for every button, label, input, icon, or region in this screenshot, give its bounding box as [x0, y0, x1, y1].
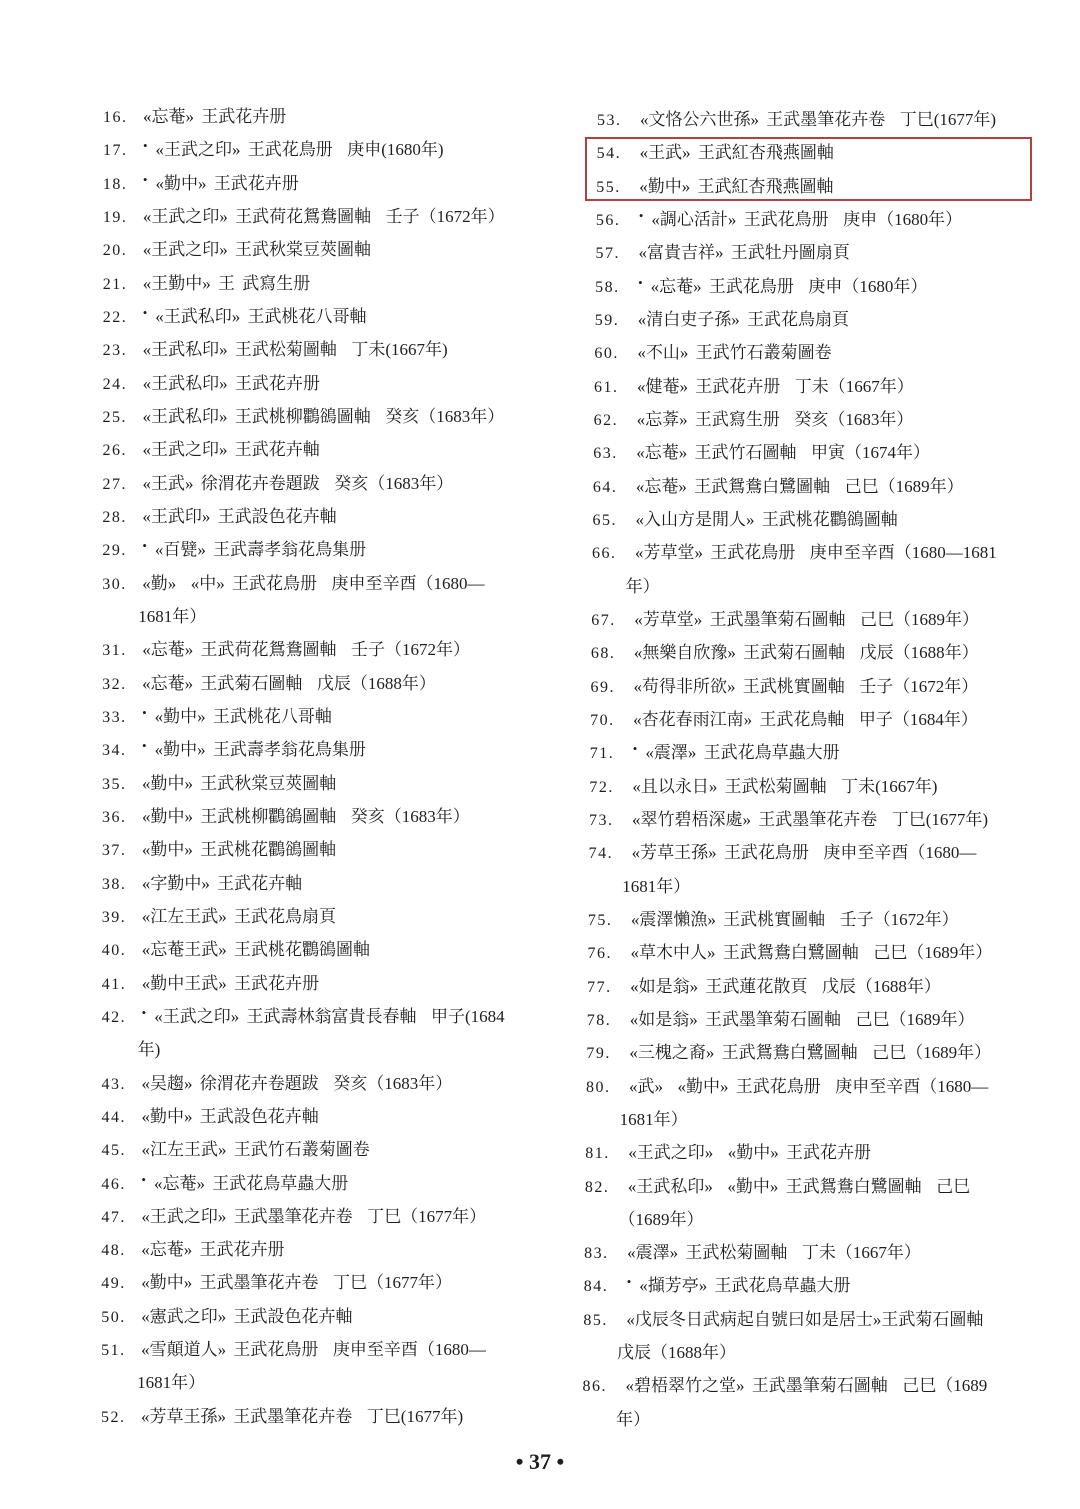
item-number: 22.	[102, 308, 128, 326]
item-number: 28.	[102, 508, 127, 526]
item-text-continuation: 年）	[625, 576, 660, 596]
item-number: 49.	[101, 1275, 126, 1293]
list-item	[597, 103, 1057, 136]
item-text: «勤» «中» 王武花鳥册 庚申至辛酉（1680—	[142, 573, 485, 593]
item-text: «王武之印» «勤中» 王武花卉册	[628, 1143, 871, 1163]
bullet-mark: •	[632, 741, 638, 757]
list-item	[592, 536, 1052, 569]
item-number: 63.	[593, 445, 618, 463]
list-item	[585, 1136, 1045, 1169]
item-text: «王武私印» 王武松菊圖軸 丁未(1667年)	[142, 340, 448, 360]
list-item	[589, 770, 1049, 803]
item-text: «武» «勤中» 王武花鳥册 庚申至辛酉（1680—	[628, 1076, 989, 1096]
list-item	[103, 367, 533, 400]
item-text: «忘菴» 王武花鳥草蟲大册	[153, 1173, 349, 1193]
list-item	[103, 333, 533, 366]
item-number: 84.	[583, 1278, 609, 1296]
item-number: 58.	[595, 278, 620, 296]
item-text: «清白吏子孫» 王武花鳥扇頁	[637, 309, 849, 329]
list-item	[102, 1000, 532, 1033]
bullet-mark: •	[142, 704, 147, 720]
item-number: 86.	[582, 1378, 608, 1396]
item-number: 83.	[584, 1245, 609, 1263]
item-number: 48.	[101, 1242, 126, 1260]
list-item	[590, 736, 1050, 769]
item-number: 31.	[102, 642, 127, 660]
list-item	[101, 1400, 531, 1433]
page-number: • 37 •	[515, 1449, 565, 1474]
item-text: «苟得非所欲» 王武桃實圖軸 壬子（1672年）	[633, 676, 979, 696]
item-text: «草木中人» 王武鴛鴦白鷺圖軸 己巳（1689年）	[630, 943, 993, 963]
item-text: «王武之印» 王武墨筆花卉卷 丁巳（1677年）	[141, 1206, 487, 1226]
item-number: 40.	[101, 942, 127, 960]
list-item	[591, 670, 1051, 703]
item-text: «忘菴» 王武花卉册	[141, 1240, 285, 1260]
item-number: 19.	[102, 208, 128, 226]
list-item	[102, 633, 532, 666]
bullet-mark: •	[142, 304, 148, 320]
list-item	[103, 267, 533, 300]
bullet-mark: •	[142, 138, 148, 154]
list-item	[583, 1303, 1043, 1336]
list-item	[586, 1036, 1046, 1069]
item-text: «翠竹碧梧深處» 王武墨筆花卉卷 丁巳(1677年)	[632, 809, 989, 829]
list-item	[591, 636, 1051, 669]
list-item	[102, 767, 532, 800]
item-text: «王勤中» 王 武寫生册	[142, 273, 311, 293]
item-text: «勤中» 王武壽孝翁花鳥集册	[154, 740, 366, 760]
item-number: 26.	[102, 442, 127, 460]
item-number: 17.	[102, 142, 128, 160]
item-text: «震澤懶漁» 王武桃實圖軸 壬子（1672年）	[630, 909, 959, 929]
item-number: 27.	[102, 475, 127, 493]
list-item	[103, 167, 533, 200]
list-item	[588, 936, 1048, 969]
list-item	[595, 303, 1055, 336]
right-column	[582, 103, 1057, 1436]
item-text: «三槐之裔» 王武鴛鴦白鷺圖軸 己巳（1689年）	[629, 1043, 992, 1063]
item-number: 60.	[594, 345, 619, 363]
list-item	[103, 233, 533, 266]
item-number: 47.	[101, 1208, 126, 1226]
item-text: «王武之印» 王武荷花鴛鴦圖軸 壬子（1672年）	[142, 206, 505, 226]
item-text: «勤中» 王武墨筆花卉卷 丁巳（1677年）	[141, 1273, 452, 1293]
item-text: «忘菴» 王武荷花鴛鴦圖軸 壬子（1672年）	[142, 640, 470, 660]
item-text: «健菴» 王武花卉册 丁未（1667年）	[636, 376, 914, 396]
item-text-continuation: 年）	[616, 1409, 651, 1429]
item-text-continuation: 1681年）	[138, 606, 207, 626]
item-text: «勤中» 王武紅杏飛燕圖軸	[639, 176, 834, 196]
list-item	[102, 933, 532, 966]
list-item	[596, 203, 1056, 236]
item-number: 65.	[592, 511, 617, 529]
item-text: «王武之印» 王武花鳥册 庚申(1680年)	[155, 140, 444, 160]
item-text: «忘菴» 王武鴛鴦白鷺圖軸 己巳（1689年）	[635, 476, 964, 496]
list-item	[593, 436, 1053, 469]
item-text: «江左王武» 王武花鳥扇頁	[141, 906, 337, 926]
item-number: 53.	[597, 112, 622, 129]
item-number: 72.	[589, 778, 614, 796]
item-text: «忘菴» 王武花鳥册 庚申（1680年）	[650, 276, 928, 296]
item-text: «震澤» 王武花鳥草蟲大册	[645, 743, 840, 763]
list-item	[590, 703, 1050, 736]
item-number: 68.	[590, 645, 616, 663]
item-number: 42.	[101, 1008, 127, 1026]
item-number: 80.	[585, 1078, 611, 1096]
list-item	[584, 1269, 1044, 1302]
list-item	[103, 100, 533, 133]
list-item	[102, 967, 532, 1000]
item-number: 66.	[592, 545, 617, 563]
list-item	[102, 700, 532, 733]
item-number: 23.	[102, 342, 128, 360]
item-number: 41.	[101, 975, 127, 993]
item-number: 35.	[102, 775, 127, 793]
list-item	[594, 370, 1054, 403]
list-item	[102, 567, 532, 600]
item-number: 76.	[587, 945, 612, 963]
list-item	[587, 1003, 1047, 1036]
item-number: 39.	[101, 908, 127, 926]
item-text: «且以永日» 王武松菊圖軸 丁未(1667年)	[632, 776, 938, 796]
item-number: 51.	[101, 1342, 126, 1360]
item-text-continuation: 1681年）	[619, 1109, 688, 1129]
list-item	[586, 1070, 1046, 1103]
item-number: 74.	[588, 845, 614, 863]
list-item	[589, 836, 1049, 869]
list-item	[102, 733, 532, 766]
left-column	[103, 100, 533, 1433]
item-text: «憲武之印» 王武設色花卉軸	[141, 1306, 353, 1326]
item-text: «忘葊» 王武寫生册 癸亥（1683年）	[636, 409, 914, 429]
list-item	[589, 803, 1049, 836]
list-item	[101, 1233, 531, 1266]
list-item	[588, 903, 1048, 936]
list-item	[103, 433, 533, 466]
item-text: «江左王武» 王武竹石叢菊圖卷	[141, 1140, 370, 1160]
list-item	[102, 533, 532, 566]
item-number: 25.	[102, 408, 128, 426]
list-item	[103, 200, 533, 233]
item-number: 16.	[103, 109, 128, 126]
item-number: 50.	[101, 1308, 126, 1326]
item-number: 77.	[587, 978, 612, 996]
item-text: «吴趨» 徐渭花卉卷題跋 癸亥（1683年）	[141, 1073, 453, 1093]
item-number: 30.	[102, 575, 127, 593]
list-item	[587, 970, 1047, 1003]
item-number: 38.	[101, 875, 127, 893]
item-text: «如是翁» 王武墨筆菊石圖軸 己巳（1689年）	[629, 1009, 975, 1029]
item-text: «王武» 徐渭花卉卷題跋 癸亥（1683年）	[142, 473, 454, 493]
list-item	[102, 900, 532, 933]
item-text: «忘菴» 王武竹石圖軸 甲寅（1674年）	[636, 443, 930, 463]
item-number: 20.	[102, 242, 128, 260]
item-text: «如是翁» 王武蓮花散頁 戊辰（1688年）	[630, 976, 941, 996]
item-number: 57.	[595, 245, 620, 263]
item-text: «字勤中» 王武花卉軸	[141, 873, 303, 893]
list-item	[103, 300, 533, 333]
item-number: 81.	[585, 1145, 610, 1163]
item-text: «杏花春雨江南» 王武花鳥軸 甲子（1684年）	[633, 709, 978, 729]
item-text-continuation: 戊辰（1688年）	[616, 1343, 736, 1363]
list-item	[101, 1167, 531, 1200]
item-number: 55.	[596, 178, 621, 196]
item-text: «王武私印» 王武桃柳鸜鵒圖軸 癸亥（1683年）	[142, 406, 505, 426]
item-number: 64.	[592, 478, 618, 496]
item-number: 21.	[102, 275, 128, 293]
list-item	[101, 1266, 531, 1299]
bullet-mark: •	[142, 738, 147, 754]
item-number: 44.	[101, 1108, 126, 1126]
item-text: «王武之印» 王武秋棠豆莢圖軸	[142, 240, 372, 260]
item-text: «勤中王武» 王武花卉册	[141, 973, 319, 993]
item-number: 78.	[586, 1011, 612, 1029]
list-item	[101, 1200, 531, 1233]
item-text: «芳草王孫» 王武墨筆花卉卷 丁巳(1677年)	[141, 1406, 464, 1426]
item-text: «王武私印» 王武花卉册	[142, 373, 320, 393]
list-item	[102, 800, 532, 833]
item-number: 32.	[102, 675, 127, 693]
item-number: 52.	[101, 1408, 126, 1426]
item-number: 36.	[101, 808, 127, 826]
item-text-continuation: 1681年）	[622, 876, 691, 896]
list-item	[102, 833, 532, 866]
list-item	[102, 1100, 532, 1133]
list-item	[102, 1067, 532, 1100]
list-item	[585, 1170, 1045, 1203]
list-item	[101, 1133, 531, 1166]
item-text: «文恪公六世孫» 王武墨筆花卉卷 丁巳(1677年)	[640, 110, 997, 129]
item-number: 62.	[593, 411, 619, 429]
item-text: «王武之印» 王武花卉軸	[142, 440, 320, 460]
list-item	[583, 1369, 1043, 1402]
item-text: «王武» 王武紅杏飛燕圖軸	[639, 143, 834, 163]
item-text: «勤中» 王武桃花鸜鵒圖軸	[141, 840, 337, 860]
item-text: «芳草堂» 王武墨筆菊石圖軸 己巳（1689年）	[634, 609, 980, 629]
item-number: 45.	[101, 1142, 126, 1160]
item-text-continuation: 1681年）	[137, 1373, 206, 1393]
list-item	[591, 603, 1051, 636]
list-item	[102, 867, 532, 900]
item-text: «入山方是閒人» 王武桃花鸜鵒圖軸	[635, 509, 898, 529]
item-number: 33.	[102, 708, 127, 726]
item-text: «勤中» 王武花卉册	[155, 173, 299, 193]
item-text-continuation: 年)	[137, 1040, 161, 1060]
bullet-mark: •	[638, 274, 643, 290]
item-number: 75.	[587, 911, 613, 929]
item-number: 18.	[102, 175, 128, 193]
item-number: 43.	[101, 1075, 127, 1093]
item-number: 70.	[590, 711, 615, 729]
item-text: «勤中» 王武設色花卉軸	[141, 1106, 319, 1126]
item-number: 69.	[590, 678, 616, 696]
item-text: «調心活計» 王武花鳥册 庚申（1680年）	[651, 209, 963, 229]
item-text: «勤中» 王武桃花八哥軸	[154, 706, 332, 726]
list-item	[594, 336, 1054, 369]
item-number: 56.	[595, 211, 621, 229]
list-item	[595, 270, 1055, 303]
bullet-mark: •	[626, 1274, 632, 1290]
item-number: 37.	[101, 842, 127, 860]
item-number: 67.	[591, 611, 616, 629]
item-text: «戊辰冬日武病起自號曰如是居士»王武菊石圖軸	[626, 1309, 984, 1329]
bullet-mark: •	[142, 171, 148, 187]
item-number: 34.	[102, 742, 127, 760]
list-item	[102, 667, 532, 700]
list-item	[102, 500, 532, 533]
list-item	[592, 503, 1052, 536]
item-text: «不山» 王武竹石叢菊圖卷	[637, 343, 832, 363]
list-item	[103, 400, 533, 433]
bullet-mark: •	[142, 538, 147, 554]
list-item	[584, 1236, 1044, 1269]
item-text: «勤中» 王武秋棠豆莢圖軸	[142, 773, 337, 793]
item-text-continuation: （1689年）	[618, 1209, 704, 1229]
item-number: 46.	[101, 1175, 126, 1193]
item-number: 85.	[583, 1311, 608, 1329]
bullet-mark: •	[141, 1004, 147, 1020]
item-text: «忘菴» 王武菊石圖軸 戊辰（1688年）	[142, 673, 436, 693]
list-item	[594, 403, 1054, 436]
item-number: 79.	[586, 1045, 611, 1063]
item-text: «雪顛道人» 王武花鳥册 庚申至辛酉（1680—	[141, 1340, 486, 1360]
item-text: «忘菴王武» 王武桃花鸜鵒圖軸	[141, 940, 370, 960]
item-text: «王武私印» «勤中» 王武鴛鴦白鷺圖軸 己巳	[627, 1176, 971, 1196]
item-text: «富貴吉祥» 王武牡丹圖扇頁	[638, 243, 850, 263]
bullet-mark: •	[638, 207, 644, 223]
list-item	[103, 133, 533, 166]
list-item	[101, 1333, 531, 1366]
list-item	[593, 470, 1053, 503]
item-number: 24.	[102, 375, 128, 393]
item-text: «忘菴» 王武花卉册	[143, 107, 287, 126]
list-item	[595, 236, 1055, 269]
item-number: 61.	[593, 378, 619, 396]
item-text: «碧梧翠竹之堂» 王武墨筆菊石圖軸 己巳（1689	[625, 1376, 988, 1396]
item-number: 73.	[589, 811, 614, 829]
list-item	[101, 1300, 531, 1333]
item-text: «無樂自欣豫» 王武菊石圖軸 戊辰（1688年）	[633, 643, 979, 663]
item-number: 54.	[596, 145, 622, 163]
item-number: 71.	[589, 745, 615, 763]
item-text: «芳草堂» 王武花鳥册 庚申至辛酉（1680—1681	[635, 543, 997, 563]
item-text: «王武之印» 王武壽林翁富貴長春軸 甲子(1684	[154, 1006, 505, 1026]
item-number: 29.	[102, 542, 127, 560]
item-number: 82.	[584, 1178, 610, 1196]
item-text: «王武私印» 王武桃花八哥軸	[155, 306, 367, 326]
item-text: «王武印» 王武設色花卉軸	[142, 506, 337, 526]
item-text: «芳草王孫» 王武花鳥册 庚申至辛酉（1680—	[631, 843, 977, 863]
item-text: «百甓» 王武壽孝翁花鳥集册	[154, 540, 367, 560]
item-text: «震澤» 王武松菊圖軸 丁未（1667年）	[627, 1243, 921, 1263]
bullet-mark: •	[141, 1171, 146, 1187]
item-number: 59.	[594, 311, 620, 329]
list-item	[102, 467, 532, 500]
highlight-box	[585, 137, 1032, 202]
item-text: «勤中» 王武桃柳鸜鵒圖軸 癸亥（1683年）	[141, 806, 470, 826]
item-text: «擷芳亭» 王武花鳥草蟲大册	[639, 1276, 851, 1296]
